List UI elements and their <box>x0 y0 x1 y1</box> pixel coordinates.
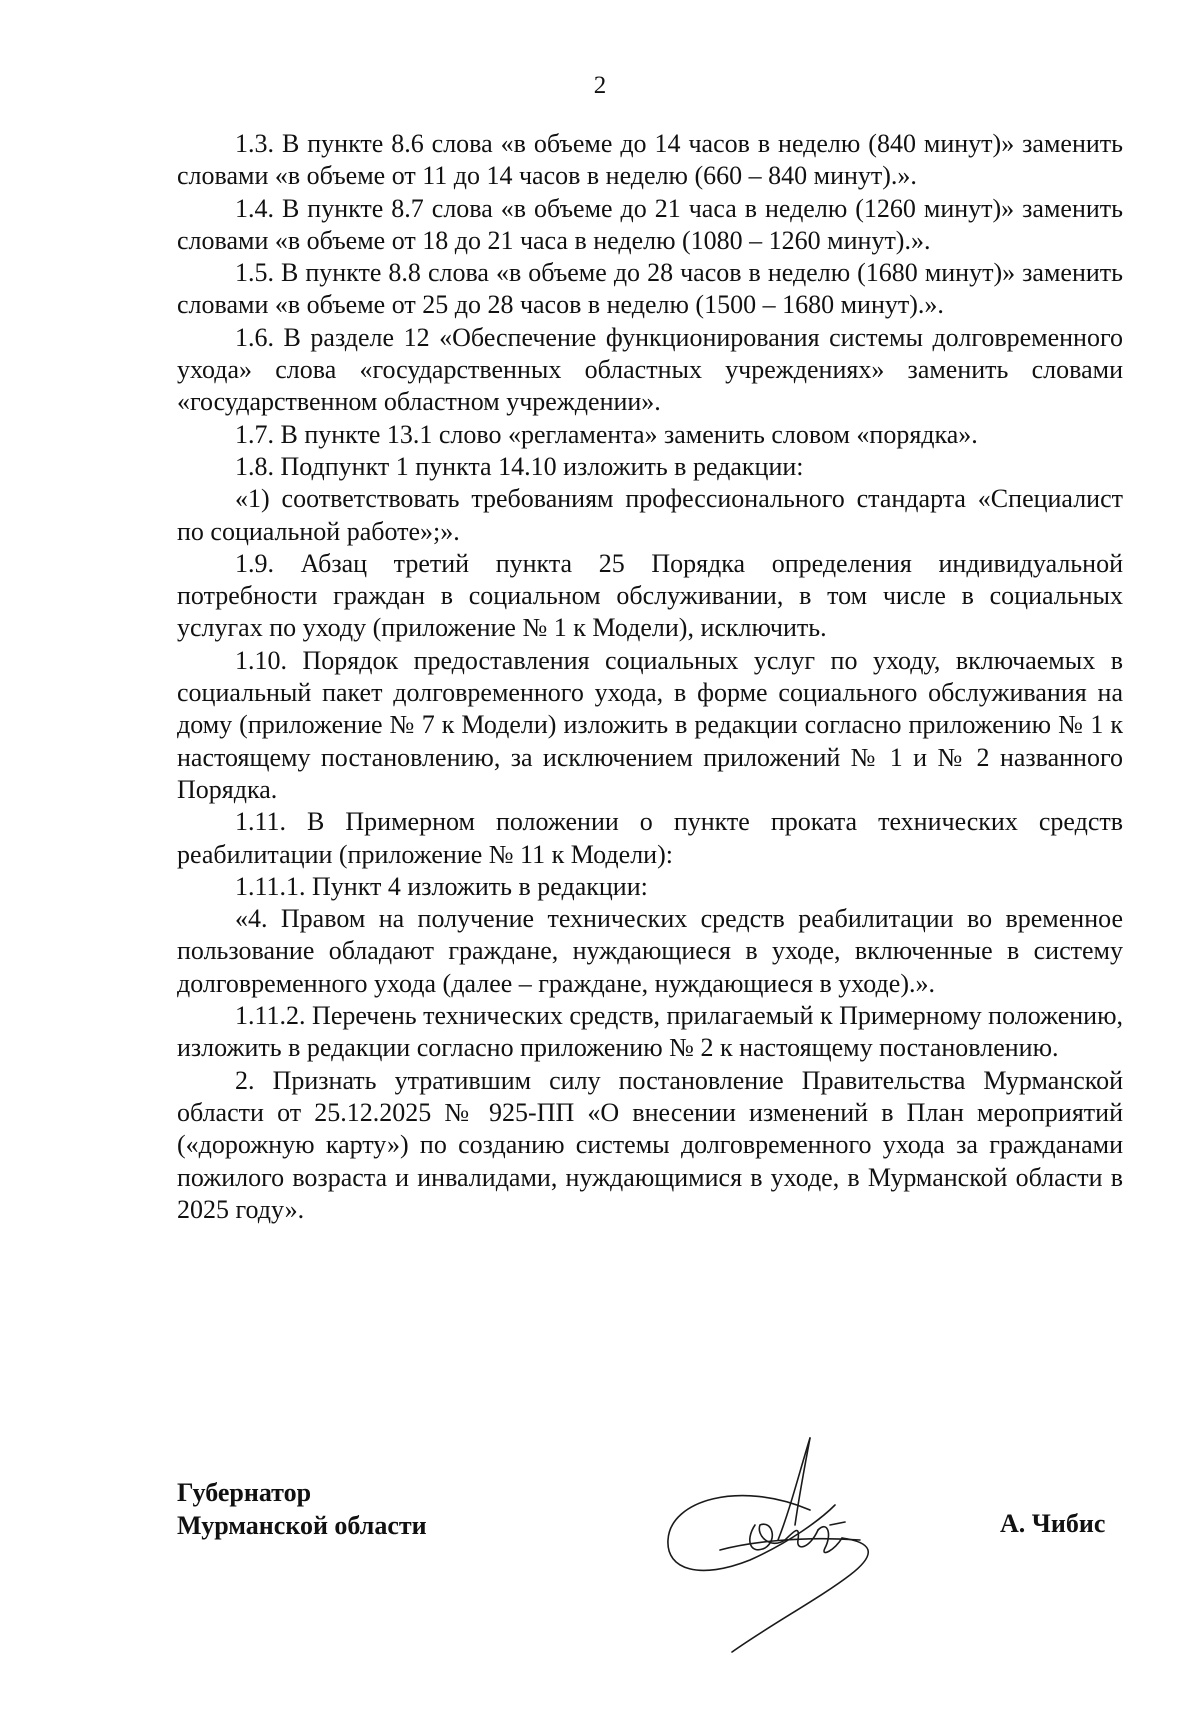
paragraph-1-4: 1.4. В пункте 8.7 слова «в объеме до 21 часа в неделю (1260 минут)» заменить словами «в объеме от 18 до 21 часа в неделю (1080 – 1260 минут).». <box>177 193 1123 255</box>
paragraph-1-11-1: 1.11.1. Пункт 4 изложить в редакции: <box>235 871 648 901</box>
paragraph-1-11-2: 1.11.2. Перечень технических средств, прилагаемый к Примерному положению, изложить в редакции согласно приложению № 2 к настоящему постановлению. <box>177 1001 1123 1063</box>
paragraph-2: 2. Признать утратившим силу постановление Правительства Мурманской области от 25.12.2025 № 925-ПП «О внесении изменений в План мероприятий («дорожную карту») по созданию системы долговременного ухода за гражданами пожилого возраста и инвалидами, нуждающимися в уходе, в Мурманской области в 2025 году». <box>177 1065 1123 1224</box>
paragraph-1-6: 1.6. В разделе 12 «Обеспечение функционирования системы долговременного ухода» слова «государственных областных учреждениях» заменить словами «государственном областном учреждении». <box>177 322 1123 417</box>
signatory-position <box>177 1477 427 1542</box>
position-region: Мурманской области <box>177 1510 427 1540</box>
paragraph-1-7: 1.7. В пункте 13.1 слово «регламента» заменить словом «порядка». <box>235 419 978 449</box>
paragraph-1-8: 1.8. Подпункт 1 пункта 14.10 изложить в редакции: <box>235 451 804 481</box>
paragraph-1-9: 1.9. Абзац третий пункта 25 Порядка определения индивидуальной потребности граждан в социальном обслуживании, в том числе в социальных услугах по уходу (приложение № 1 к Модели), исключить. <box>177 548 1123 643</box>
paragraph-1-5: 1.5. В пункте 8.8 слова «в объеме до 28 часов в неделю (1680 минут)» заменить словами «в объеме от 25 до 28 часов в неделю (1500 – 1680 минут).». <box>177 258 1123 320</box>
paragraph-1-3: 1.3. В пункте 8.6 слова «в объеме до 14 часов в неделю (840 минут)» заменить словами «в объеме от 11 до 14 часов в неделю (660 – 840 минут).». <box>177 129 1123 191</box>
paragraph-1-8-quote: «1) соответствовать требованиям профессионального стандарта «Специалист по социальной работе»;». <box>177 484 1123 546</box>
paragraph-1-10: 1.10. Порядок предоставления социальных услуг по уходу, включаемых в социальный пакет долговременного ухода, в форме социального обслуживания на дому (приложение № 7 к Модели) изложить в редакции согласно приложению № 1 к настоящему постановлению, за исключением приложений № 1 и № 2 названного Порядка. <box>177 645 1123 804</box>
document-body <box>177 128 1123 1226</box>
paragraph-1-11: 1.11. В Примерном положении о пункте проката технических средств реабилитации (приложение № 11 к Модели): <box>177 807 1123 869</box>
signatory-name: А. Чибис <box>1000 1509 1106 1538</box>
page-number: 2 <box>593 72 607 99</box>
handwritten-signature <box>660 1430 960 1660</box>
position-title: Губернатор <box>177 1478 312 1507</box>
paragraph-1-11-1-quote: «4. Правом на получение технических средств реабилитации во временное пользование обладают граждане, нуждающиеся в уходе, включенные в систему долговременного ухода (далее – граждане, нуждающиеся в уходе).». <box>177 904 1123 998</box>
